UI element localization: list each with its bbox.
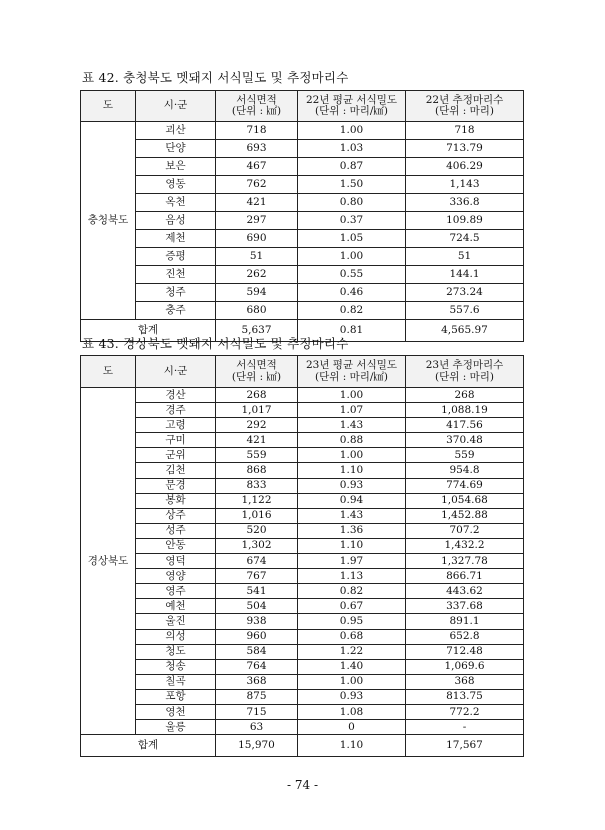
area-cell: 715 [216,704,298,719]
table-row [81,554,524,569]
header-estimate [406,356,524,388]
header-estimate-label: 23년 추정마리수 [425,359,504,372]
county-cell: 영주 [136,584,216,599]
table-row [81,569,524,584]
area-cell: 693 [216,140,298,158]
density-cell: 0.93 [298,689,406,704]
table-row [81,388,524,403]
county-cell: 청도 [136,644,216,659]
area-cell: 541 [216,584,298,599]
table-row [81,158,524,176]
header-estimate [406,91,524,122]
area-cell: 1,016 [216,508,298,523]
estimate-cell: 336.8 [406,194,524,212]
county-cell: 음성 [136,212,216,230]
header-area-label: 서식면적 [236,93,277,106]
county-cell: 군위 [136,448,216,463]
county-cell: 괴산 [136,122,216,140]
table-row [81,704,524,719]
county-cell: 안동 [136,538,216,553]
estimate-cell: 557.6 [406,302,524,320]
estimate-cell: 370.48 [406,433,524,448]
area-cell: 680 [216,302,298,320]
area-cell: 368 [216,674,298,689]
table-42-chungbuk [80,90,524,342]
estimate-cell: 772.2 [406,704,524,719]
density-cell: 0.88 [298,433,406,448]
area-cell: 1,122 [216,493,298,508]
county-cell: 옥천 [136,194,216,212]
density-cell: 1.97 [298,554,406,569]
table-row [81,122,524,140]
area-cell: 467 [216,158,298,176]
county-cell: 영동 [136,176,216,194]
table-row [81,448,524,463]
area-cell: 297 [216,212,298,230]
county-cell: 울릉 [136,720,216,735]
county-cell: 청주 [136,284,216,302]
density-cell: 0.93 [298,478,406,493]
density-cell: 1.03 [298,140,406,158]
estimate-cell: 813.75 [406,689,524,704]
county-cell: 제천 [136,230,216,248]
table-row [81,433,524,448]
table-row [81,614,524,629]
table-row [81,463,524,478]
estimate-cell: 1,432.2 [406,538,524,553]
estimate-cell: 1,054.68 [406,493,524,508]
table-row [81,508,524,523]
header-density [298,356,406,388]
estimate-cell: 1,069.6 [406,659,524,674]
header-estimate-unit: (단위 : 마리) [435,370,494,383]
header-province: 도 [81,356,136,388]
density-cell: 1.08 [298,704,406,719]
table-row [81,523,524,538]
estimate-cell: 337.68 [406,599,524,614]
county-cell: 청송 [136,659,216,674]
county-cell: 문경 [136,478,216,493]
density-cell: 0.37 [298,212,406,230]
estimate-cell: 1,143 [406,176,524,194]
header-density-unit: (단위 : 마리/㎢) [314,370,388,383]
county-cell: 칠곡 [136,674,216,689]
area-cell: 268 [216,388,298,403]
county-cell: 울진 [136,614,216,629]
estimate-cell: 724.5 [406,230,524,248]
county-cell: 영양 [136,569,216,584]
area-cell: 1,017 [216,403,298,418]
area-cell: 559 [216,448,298,463]
density-cell: 0.67 [298,599,406,614]
area-cell: 868 [216,463,298,478]
county-cell: 봉화 [136,493,216,508]
area-cell: 584 [216,644,298,659]
density-cell: 1.43 [298,418,406,433]
county-cell: 영덕 [136,554,216,569]
density-cell: 1.00 [298,448,406,463]
density-cell: 0 [298,720,406,735]
county-cell: 영천 [136,704,216,719]
density-cell: 1.07 [298,403,406,418]
county-cell: 경산 [136,388,216,403]
estimate-cell: 443.62 [406,584,524,599]
density-cell: 1.10 [298,538,406,553]
table-row [81,720,524,735]
area-cell: 594 [216,284,298,302]
area-cell: 764 [216,659,298,674]
total-label: 합계 [81,320,216,342]
density-cell: 0.82 [298,584,406,599]
estimate-cell: 718 [406,122,524,140]
header-density-label: 22년 평균 서식밀도 [305,93,398,106]
area-cell: 960 [216,629,298,644]
table-row [81,248,524,266]
header-province: 도 [81,91,136,122]
header-density [298,91,406,122]
header-area-unit: (단위 : ㎢) [231,105,282,117]
area-cell: 875 [216,689,298,704]
table-42-caption: 표 42. 충청북도 멧돼지 서식밀도 및 추정마리수 [82,70,349,85]
total-area: 5,637 [216,320,298,342]
density-cell: 1.22 [298,644,406,659]
estimate-cell: 713.79 [406,140,524,158]
density-cell: 0.95 [298,614,406,629]
density-cell: 1.00 [298,674,406,689]
estimate-cell: 268 [406,388,524,403]
table-43-body [81,388,524,757]
area-cell: 762 [216,176,298,194]
estimate-cell: 406.29 [406,158,524,176]
density-cell: 0.94 [298,493,406,508]
county-cell: 의성 [136,629,216,644]
table-row [81,584,524,599]
table-row [81,659,524,674]
county-cell: 단양 [136,140,216,158]
header-area [216,356,298,388]
estimate-cell: 1,452.88 [406,508,524,523]
area-cell: 292 [216,418,298,433]
estimate-cell: - [406,720,524,735]
estimate-cell: 368 [406,674,524,689]
area-cell: 690 [216,230,298,248]
area-cell: 520 [216,523,298,538]
area-cell: 262 [216,266,298,284]
table-row [81,230,524,248]
county-cell: 김천 [136,463,216,478]
density-cell: 0.87 [298,158,406,176]
table-row [81,538,524,553]
table-row [81,418,524,433]
province-cell: 충청북도 [81,122,136,320]
table-row [81,212,524,230]
density-cell: 0.80 [298,194,406,212]
area-cell: 63 [216,720,298,735]
header-density-unit: (단위 : 마리/㎢) [314,105,388,117]
density-cell: 1.40 [298,659,406,674]
estimate-cell: 417.56 [406,418,524,433]
table-row [81,493,524,508]
county-cell: 고령 [136,418,216,433]
density-cell: 1.13 [298,569,406,584]
estimate-cell: 774.69 [406,478,524,493]
total-density: 0.81 [298,320,406,342]
header-area-label: 서식면적 [236,359,277,372]
table-row [81,629,524,644]
total-estimate: 4,565.97 [406,320,524,342]
density-cell: 0.55 [298,266,406,284]
header-area-unit: (단위 : ㎢) [231,370,282,383]
area-cell: 938 [216,614,298,629]
county-cell: 경주 [136,403,216,418]
header-estimate-unit: (단위 : 마리) [435,105,494,117]
density-cell: 1.05 [298,230,406,248]
header-density-label: 23년 평균 서식밀도 [305,359,398,372]
table-row [81,674,524,689]
table-row [81,284,524,302]
estimate-cell: 109.89 [406,212,524,230]
table-row [81,176,524,194]
density-cell: 0.82 [298,302,406,320]
area-cell: 504 [216,599,298,614]
estimate-cell: 954.8 [406,463,524,478]
table-row [81,478,524,493]
county-cell: 예천 [136,599,216,614]
area-cell: 833 [216,478,298,493]
total-area: 15,970 [216,735,298,757]
area-cell: 421 [216,433,298,448]
header-county: 시·군 [136,91,216,122]
header-county: 시·군 [136,356,216,388]
header-estimate-label: 22년 추정마리수 [425,93,504,106]
estimate-cell: 707.2 [406,523,524,538]
density-cell: 1.00 [298,388,406,403]
area-cell: 674 [216,554,298,569]
table-row [81,689,524,704]
header-area [216,91,298,122]
density-cell: 1.10 [298,463,406,478]
estimate-cell: 866.71 [406,569,524,584]
estimate-cell: 559 [406,448,524,463]
estimate-cell: 891.1 [406,614,524,629]
table-42-body [81,122,524,342]
county-cell: 진천 [136,266,216,284]
table-row [81,644,524,659]
area-cell: 718 [216,122,298,140]
table-row [81,140,524,158]
area-cell: 767 [216,569,298,584]
table-43-gyeongbuk [80,355,524,757]
county-cell: 증평 [136,248,216,266]
province-cell: 경상북도 [81,388,136,735]
page-number: - 74 - [286,778,318,792]
area-cell: 1,302 [216,538,298,553]
county-cell: 성주 [136,523,216,538]
table-row [81,194,524,212]
density-cell: 1.00 [298,122,406,140]
density-cell: 1.50 [298,176,406,194]
table-row [81,302,524,320]
density-cell: 1.36 [298,523,406,538]
table-43-caption: 표 43. 경상북도 멧돼지 서식밀도 및 추정마리수 [82,336,349,351]
estimate-cell: 51 [406,248,524,266]
county-cell: 상주 [136,508,216,523]
area-cell: 421 [216,194,298,212]
total-label: 합계 [81,735,216,757]
total-estimate: 17,567 [406,735,524,757]
estimate-cell: 1,088.19 [406,403,524,418]
estimate-cell: 144.1 [406,266,524,284]
table-row [81,403,524,418]
estimate-cell: 652.8 [406,629,524,644]
density-cell: 0.46 [298,284,406,302]
estimate-cell: 1,327.78 [406,554,524,569]
density-cell: 1.43 [298,508,406,523]
table-row [81,599,524,614]
county-cell: 충주 [136,302,216,320]
density-cell: 0.68 [298,629,406,644]
total-row [81,735,524,757]
estimate-cell: 273.24 [406,284,524,302]
county-cell: 포항 [136,689,216,704]
area-cell: 51 [216,248,298,266]
total-density: 1.10 [298,735,406,757]
county-cell: 구미 [136,433,216,448]
county-cell: 보은 [136,158,216,176]
table-row [81,266,524,284]
estimate-cell: 712.48 [406,644,524,659]
density-cell: 1.00 [298,248,406,266]
